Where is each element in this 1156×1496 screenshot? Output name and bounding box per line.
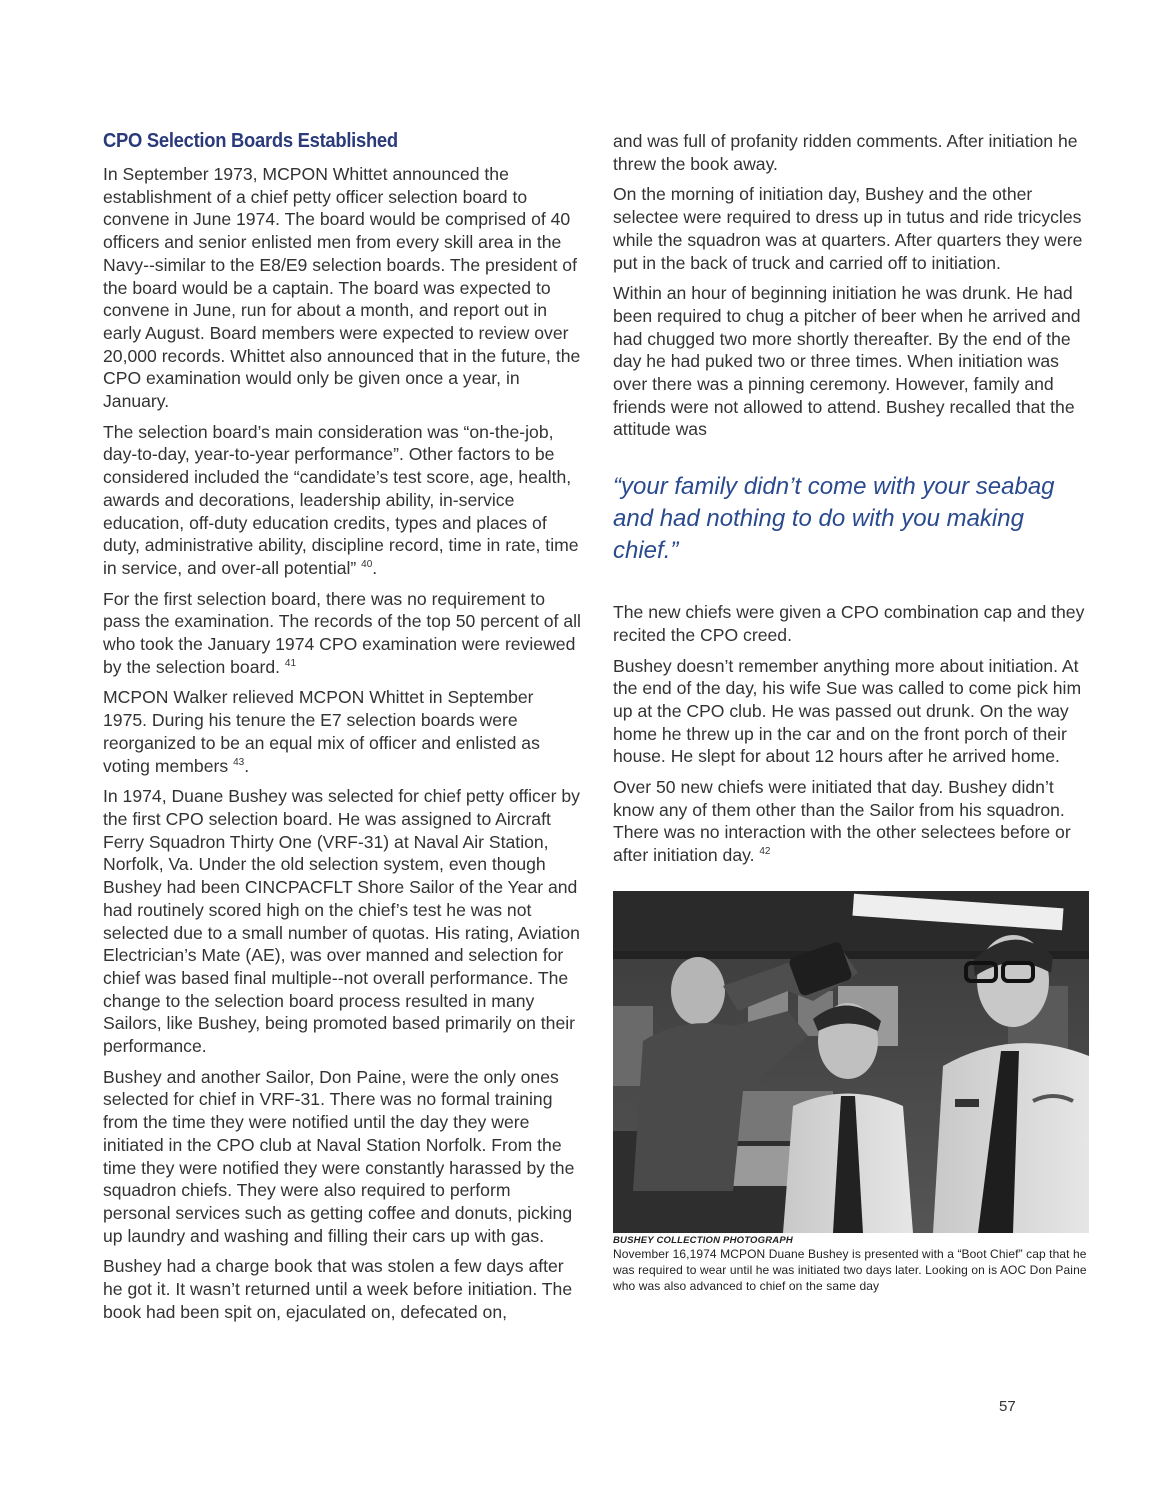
paragraph: The new chiefs were given a CPO combination cap and they recited the CPO creed. bbox=[613, 602, 1085, 645]
paragraph: Bushey had a charge book that was stolen a few days after he got it. It wasn’t returned until a week before initiation. The book had been spit on, ejaculated on, defecated on, bbox=[103, 1256, 573, 1322]
photo-credit: BUSHEY COLLECTION PHOTOGRAPH bbox=[613, 1234, 793, 1246]
photo-illustration bbox=[613, 891, 1089, 1233]
section-heading: CPO Selection Boards Established bbox=[103, 130, 398, 152]
pull-quote: “your family didn’t come with your seabag and had nothing to do with you making chief.” bbox=[613, 473, 1055, 565]
paragraph: Bushey and another Sailor, Don Paine, were the only ones selected for chief in VRF-31. There was no formal training from the time they were notified until the day they were initiated in the CPO club at Naval Station Norfolk. From the time they were notified they were constantly harassed by the squadron chiefs. They were also required to perform personal services such as getting coffee and donuts, picking up laundry and washing and filling their cars up with gas. bbox=[103, 1066, 575, 1246]
paragraph: For the first selection board, there was no requirement to pass the examination. The records of the top 50 percent of all who took the January 1974 CPO examination were reviewed by the selection board. $^{41}$ bbox=[103, 588, 581, 677]
historical-photo bbox=[613, 891, 1089, 1233]
footnote-ref: 41 bbox=[284, 657, 297, 669]
footnote-ref: 42 bbox=[759, 846, 771, 858]
paragraph: In 1974, Duane Bushey was selected for chief petty officer by the first CPO selection board. He was assigned to Aircraft Ferry Squadron Thirty One (VRF-31) at Naval Air Station, Norfolk, Va. Under the old selection system, even though Bushey had been CINCPACFLT Shore Sailor of the Year and had routinely scored high on the chief’s test he was not selected due to a small number of quotas. His rating, Aviation Electrician’s Mate (AE), was over manned and selection for chief was based final multiple--not overall performance. The change to the selection board process resulted in many Sailors, like Bushey, being promoted based primarily on their performance. bbox=[103, 786, 580, 1057]
paragraph: and was full of profanity ridden comments. After initiation he threw the book away. bbox=[613, 131, 1078, 174]
photo-caption: November 16,1974 MCPON Duane Bushey is presented with a “Boot Chief” cap that he was required to wear until he was initiated two days later. Looking on is AOC Don Paine who was also advanced to chief on the same day bbox=[613, 1246, 1087, 1293]
paragraph: In September 1973, MCPON Whittet announced the establishment of a chief petty officer selection board to convene in June 1974. The board would be comprised of 40 officers and senior enlisted men from every skill area in the Navy--similar to the E8/E9 selection boards. The president of the board would be a captain. The board was expected to convene in June, run for about a month, and report out in early August. Board members were expected to review over 20,000 records. Whittet also announced that in the future, the CPO examination would only be given once a year, in January. bbox=[103, 164, 581, 412]
left-column bbox=[103, 130, 581, 1331]
paragraph: The selection board’s main consideration was “on-the-job, day-to-day, year-to-year performance”. Other factors to be considered included the “candidate’s test score, age, health, awards and decorations, leadership ability, in-service education, off-duty education credits, types and places of duty, administrative ability, discipline record, time in rate, time in service, and over-all potential” $^{40}$. bbox=[103, 421, 579, 578]
right-column bbox=[613, 130, 1091, 1294]
page-number: 57 bbox=[999, 1398, 1016, 1415]
paragraph: Over 50 new chiefs were initiated that day. Bushey didn’t know any of them other than the Sailor from his squadron. There was no interaction with the other selectees before or after initiation day. $^{42}$ bbox=[613, 777, 1071, 866]
paragraph: Bushey doesn’t remember anything more about initiation. At the end of the day, his wife Sue was called to come pick him up at the CPO club. He was passed out drunk. On the way home he threw up in the car and on the front porch of their house. He slept for about 12 hours after he arrived home. bbox=[613, 655, 1082, 767]
paragraph: On the morning of initiation day, Bushey and the other selectee were required to dress up in tutus and ride tricycles while the squadron was at quarters. After quarters they were put in the back of truck and carried off to initiation. bbox=[613, 184, 1083, 273]
footnote-ref: 40 bbox=[361, 559, 373, 571]
paragraph: MCPON Walker relieved MCPON Whittet in September 1975. During his tenure the E7 selection boards were reorganized to be an equal mix of officer and enlisted as voting members $^{43}$. bbox=[103, 687, 540, 776]
footnote-ref: 43 bbox=[233, 756, 245, 768]
paragraph: Within an hour of beginning initiation he was drunk. He had been required to chug a pitcher of beer when he arrived and had chugged two more shortly thereafter. By the end of the day he had puked two or three times. When initiation was over there was a pinning ceremony. However, family and friends were not allowed to attend. Bushey recalled that the attitude was bbox=[613, 283, 1081, 440]
